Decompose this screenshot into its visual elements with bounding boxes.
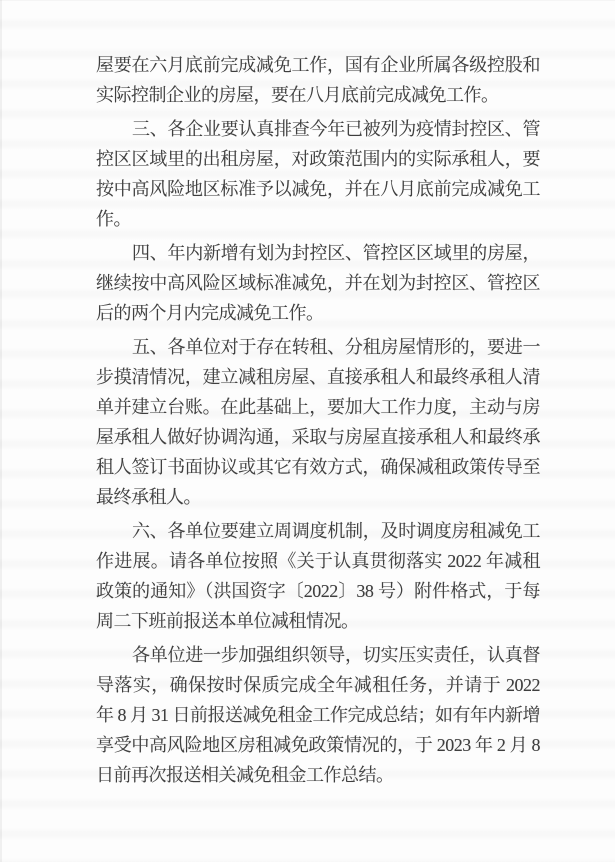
- paragraph-item-3: 三、各企业要认真排查今年已被列为疫情封控区、管控区区域里的出租房屋，对政策范围内的实际承租人，要按中高风险地区标准予以减免，并在八月底前完成减免工作。: [96, 119, 540, 229]
- paragraph-continuation: 屋要在六月底前完成减免工作，国有企业所属各级控股和实际控制企业的房屋，要在八月底前完成减免工作。: [96, 55, 540, 105]
- paragraph-item-6: 六、各单位要建立周调度机制，及时调度房租减免工作进展。请各单位按照《关于认真贯彻落实 2022 年减租政策的通知》（洪国资字〔2022〕38 号）附件格式，于每周二下班前报送本单位减租情况。: [96, 521, 540, 631]
- paragraph-item-5: 五、各单位对于存在转租、分租房屋情形的，要进一步摸清情况，建立减租房屋、直接承租人和最终承租人清单并建立台账。在此基础上，要加大工作力度，主动与房屋承租人做好协调沟通，采取与房屋直接承租人和最终承租人签订书面协议或其它有效方式，确保减租政策传导至最终承租人。: [96, 337, 540, 507]
- paragraph-closing: 各单位进一步加强组织领导，切实压实责任，认真督导落实，确保按时保质完成全年减租任务，并请于 2022 年 8 月 31 日前报送减免租金工作完成总结；如有年内新增享受中高风险地区房租减免政策情况的，于 2023 年 2 月 8 日前再次报送相关减免租金工作总结。: [96, 645, 540, 785]
- document-body-text: [96, 50, 540, 794]
- paragraph-item-4: 四、年内新增有划为封控区、管控区区域里的房屋，继续按中高风险区域标准减免，并在划为封控区、管控区后的两个月内完成减免工作。: [96, 243, 540, 323]
